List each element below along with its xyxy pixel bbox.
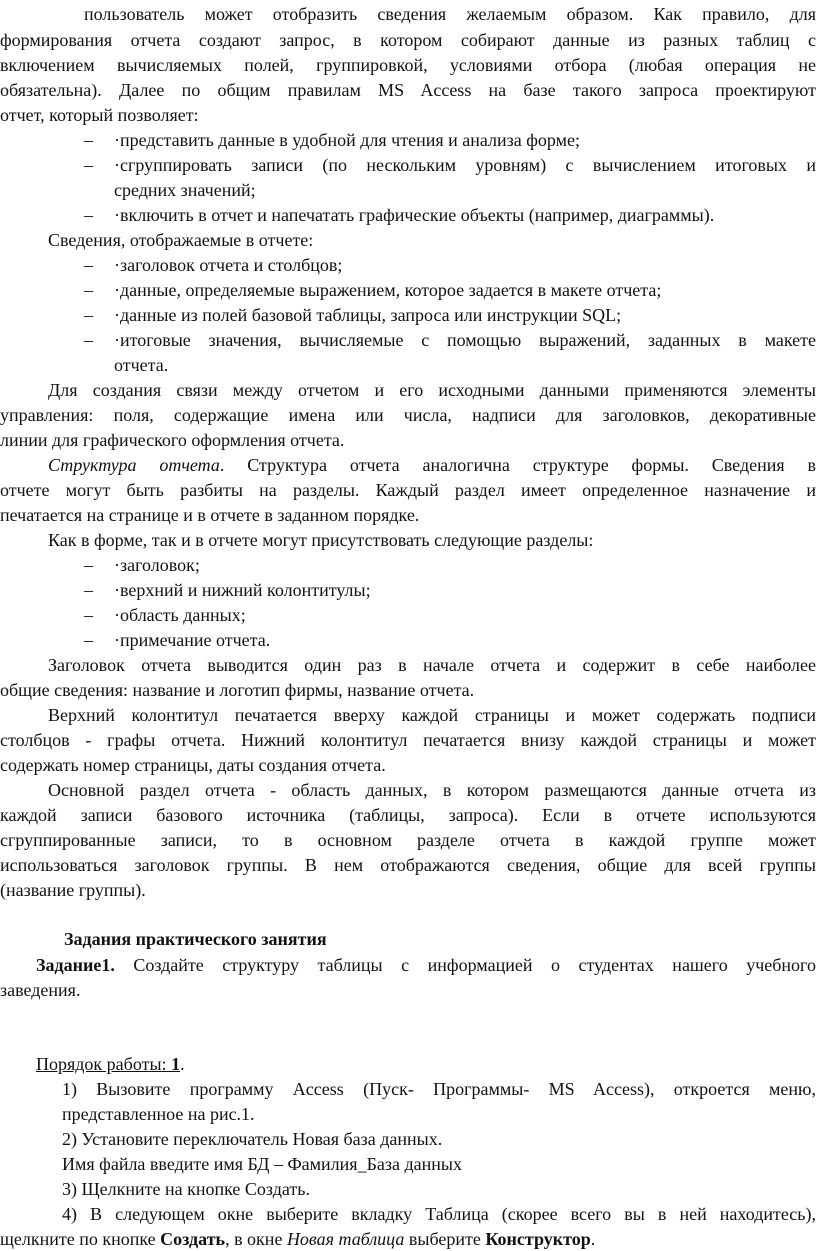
list-item-text: ·заголовок; [114, 555, 200, 575]
paragraph-line: отчет, который позволяет: [0, 105, 199, 125]
step-line: щелкните по кнопке Создать, в окне Новая таблица выберите Конструктор. [0, 1229, 596, 1249]
section-heading: Задания практического занятия [64, 929, 327, 949]
paragraph-line: формирования отчета создают запрос, в котором собирают данные из разных таблиц с [0, 30, 816, 50]
step-line: 1) Вызовите программу Access (Пуск- Программы- MS Access), откроется меню, [62, 1079, 816, 1099]
list-item [0, 303, 816, 327]
dash-bullet: – [84, 205, 93, 225]
list-item [0, 628, 816, 652]
paragraph-line [0, 453, 816, 477]
dash-bullet: – [84, 305, 93, 325]
list-item [0, 553, 816, 577]
paragraph-line: Сведения, отображаемые в отчете: [48, 230, 314, 250]
list-item-text: отчета. [114, 355, 169, 375]
step-line: 4) В следующем окне выберите вкладку Таблица (скорее всего вы в ней находитесь), [62, 1204, 816, 1224]
task-label: Задание1. [36, 955, 115, 975]
list-item [0, 203, 816, 227]
dash-bullet: – [84, 255, 93, 275]
paragraph-line: Верхний колонтитул печатается вверху каждой страницы и может содержать подписи [48, 705, 816, 725]
procedure-heading: Порядок работы: 1. [36, 1054, 185, 1074]
paragraph-line: использоваться заголовок группы. В нем отображаются сведения, общие для всей группы [0, 855, 816, 875]
dash-bullet: – [84, 330, 93, 350]
paragraph-line: управления: поля, содержащие имена или числа, надписи для заголовков, декоративные [0, 405, 816, 425]
list-item-text: ·верхний и нижний колонтитулы; [114, 580, 371, 600]
dash-bullet: – [84, 280, 93, 300]
list-item-text: ·представить данные в удобной для чтения и анализа форме; [114, 130, 581, 150]
paragraph-line: Заголовок отчета выводится один раз в начале отчета и содержит в себе наиболее [48, 655, 816, 675]
list-item [0, 328, 816, 352]
task-line: заведения. [0, 980, 81, 1000]
list-item-text: ·примечание отчета. [114, 630, 271, 650]
list-item-text: ·итоговые значения, вычисляемые с помощью выражений, заданных в макете [114, 330, 816, 350]
italic-term: Структура отчета [48, 455, 220, 475]
paragraph-line: общие сведения: название и логотип фирмы, название отчета. [0, 680, 475, 700]
paragraph-line: печатается на странице и в отчете в заданном порядке. [0, 505, 420, 525]
dash-bullet: – [84, 155, 93, 175]
list-item [0, 253, 816, 277]
step-line: Имя файла введите имя БД – Фамилия_База данных [62, 1154, 463, 1174]
new-table-term: Новая таблица [286, 1229, 405, 1249]
list-item [0, 578, 816, 602]
task-text: Создайте структуру таблицы с информацией о студентах нашего учебного [114, 955, 816, 975]
paragraph-line: отчете могут быть разбиты на разделы. Каждый раздел имеет определенное назначение и [0, 480, 816, 500]
paragraph-line: пользователь может отобразить сведения желаемым образом. Как правило, для [84, 4, 816, 24]
paragraph-line: (название группы). [0, 880, 146, 900]
paragraph-line: каждой записи базового источника (таблицы, запроса). Если в отчете используются [0, 805, 816, 825]
list-item-text: ·данные из полей базовой таблицы, запроса или инструкции SQL; [114, 305, 622, 325]
paragraph-line: Для создания связи между отчетом и его исходными данными применяются элементы [48, 380, 816, 400]
list-item [0, 153, 816, 177]
dash-bullet: – [84, 580, 93, 600]
list-item [0, 603, 816, 627]
create-button-term: Создать [160, 1229, 226, 1249]
dash-bullet: – [84, 555, 93, 575]
dash-bullet: – [84, 605, 93, 625]
paragraph-line: столбцов - графы отчета. Нижний колонтитул печатается внизу каждой страницы и может [0, 730, 816, 750]
paragraph-line: обязательна). Далее по общим правилам MS Access на базе такого запроса проектируют [0, 80, 816, 100]
list-item [0, 128, 816, 152]
paragraph-line: включением вычисляемых полей, группировкой, условиями отбора (любая операция не [0, 55, 816, 75]
list-item-text: ·сгруппировать записи (по нескольким уровням) с вычислением итоговых и [114, 155, 816, 175]
paragraph-line: Как в форме, так и в отчете могут присутствовать следующие разделы: [48, 530, 594, 550]
list-item-text: ·включить в отчет и напечатать графические объекты (например, диаграммы). [114, 205, 715, 225]
paragraph-line: сгруппированные записи, то в основном разделе отчета в каждой группе может [0, 830, 816, 850]
task-line [0, 953, 816, 977]
list-item-text: средних значений; [114, 180, 256, 200]
step-line: представленное на рис.1. [62, 1104, 255, 1124]
paragraph-line: содержать номер страницы, даты создания отчета. [0, 755, 386, 775]
list-item-text: ·область данных; [114, 605, 246, 625]
list-item [0, 278, 816, 302]
list-item-text: ·заголовок отчета и столбцов; [114, 255, 343, 275]
list-item-text: ·данные, определяемые выражением, которое задается в макете отчета; [114, 280, 662, 300]
dash-bullet: – [84, 630, 93, 650]
paragraph-line: линии для графического оформления отчета. [0, 430, 345, 450]
designer-term: Конструктор [485, 1229, 591, 1249]
dash-bullet: – [84, 130, 93, 150]
list-item-continuation [0, 353, 816, 377]
paragraph-text: . Структура отчета аналогична структуре формы. Сведения в [219, 455, 816, 475]
procedure-label: Порядок работы: 1 [36, 1054, 181, 1074]
list-item-continuation [0, 178, 816, 202]
paragraph-line: Основной раздел отчета - область данных, в котором размещаются данные отчета из [48, 780, 816, 800]
step-line: 3) Щелкните на кнопке Создать. [62, 1179, 310, 1199]
step-line: 2) Установите переключатель Новая база данных. [62, 1129, 443, 1149]
